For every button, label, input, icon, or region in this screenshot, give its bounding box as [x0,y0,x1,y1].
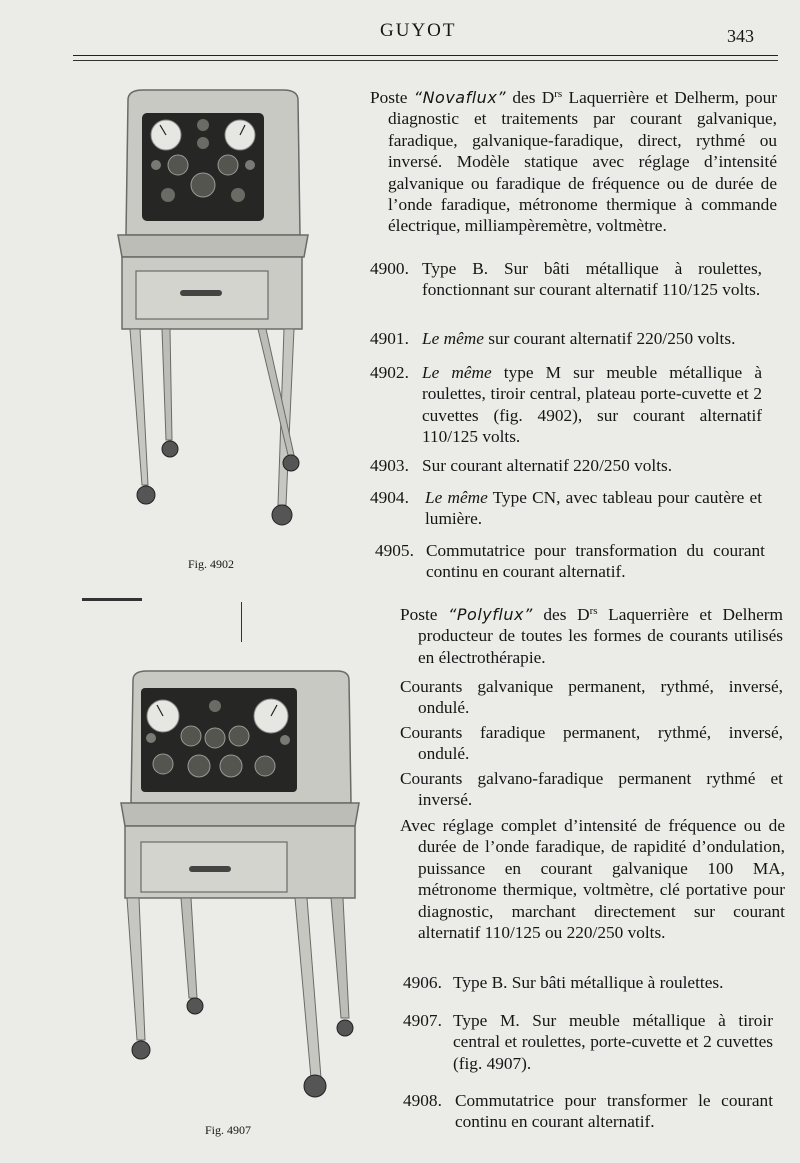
header-rule [73,55,778,56]
item-number: 4902. [370,363,409,382]
current-type-paragraph: Courants galvanique permanent, rythmé, inversé, ondulé. [400,677,783,718]
figure-4902-illustration [108,85,318,535]
catalog-item: 4907. Type M. Sur meuble métallique à tiroir central et roulettes, porte-cuvette et 2 cuvettes (fig. 4907). [403,1011,773,1073]
item-number: 4904. [370,488,409,507]
current-type-paragraph: Courants faradique permanent, rythmé, inversé, ondulé. [400,723,783,764]
item-number: 4901. [370,329,409,348]
polyflux-description: Poste “Polyflux” des $D^{rs}$ Laquerrière et Delherm producteur de toutes les formes de courants utilisés en électrothérapie. [400,605,783,667]
page-number: 343 [727,26,754,46]
catalog-item: 4906. Type B. Sur bâti métallique à roulettes. [403,973,724,992]
catalog-item: 4903. Sur courant alternatif 220/250 volts. [370,456,673,475]
ink-mark [241,602,242,642]
catalog-item: 4902. Le même type M sur meuble métallique à roulettes, tiroir central, plateau porte-cuvette et 2 cuvettes (fig. 4902), sur courant alternatif 110/125 volts. [370,363,762,447]
item-number: 4900. [370,259,409,278]
features-paragraph: Avec réglage complet d’intensité de fréquence ou de durée de l’onde faradique, de rapidité d’ondulation, puissance en courant galvanique 100 MA, métronome thermique, voltmètre, clé portative pour diagnostic, marchant directement sur courant alternatif 110/125 ou 220/250 volts. [400,816,785,943]
figure-caption: Fig. 4902 [188,557,235,571]
item-number: 4903. [370,456,409,475]
catalog-item: 4901. Le même sur courant alternatif 220/250 volts. [370,329,736,348]
running-header: GUYOT [380,20,457,41]
catalog-item: 4904. Le même Type CN, avec tableau pour cautère et lumière. [370,488,762,529]
header-rule-thin [73,60,778,61]
item-number: 4907. [403,1011,442,1030]
figure-caption: Fig. 4907 [205,1123,252,1137]
ink-mark [82,598,142,601]
novaflux-description: Poste “Novaflux” des $D^{rs}$ Laquerrière et Delherm, pour diagnostic et traitements par courant galvanique, faradique, galvanique-faradique, direct, rythmé ou inversé. Modèle statique avec réglage d’intensité galvanique ou faradique de fréquence ou de durée de l’onde faradique, métronome thermique à commande électrique, milliampèremètre, voltmètre. [370,88,777,236]
current-type-paragraph: Courants galvano-faradique permanent rythmé et inversé. [400,769,783,810]
item-number: 4908. [403,1091,442,1110]
catalog-item: 4908. Commutatrice pour transformer le courant continu en courant alternatif. [403,1091,773,1132]
item-number: 4905. [375,541,414,560]
catalog-item: 4900. Type B. Sur bâti métallique à roulettes, fonctionnant sur courant alternatif 110/125 volts. [370,259,762,300]
catalog-item: 4905. Commutatrice pour transformation du courant continu en courant alternatif. [375,541,765,582]
item-number: 4906. [403,973,442,992]
product-name-novaflux: “Novaflux” [413,88,507,107]
figure-4907-illustration [115,668,365,1100]
product-name-polyflux: “Polyflux” [448,605,533,624]
